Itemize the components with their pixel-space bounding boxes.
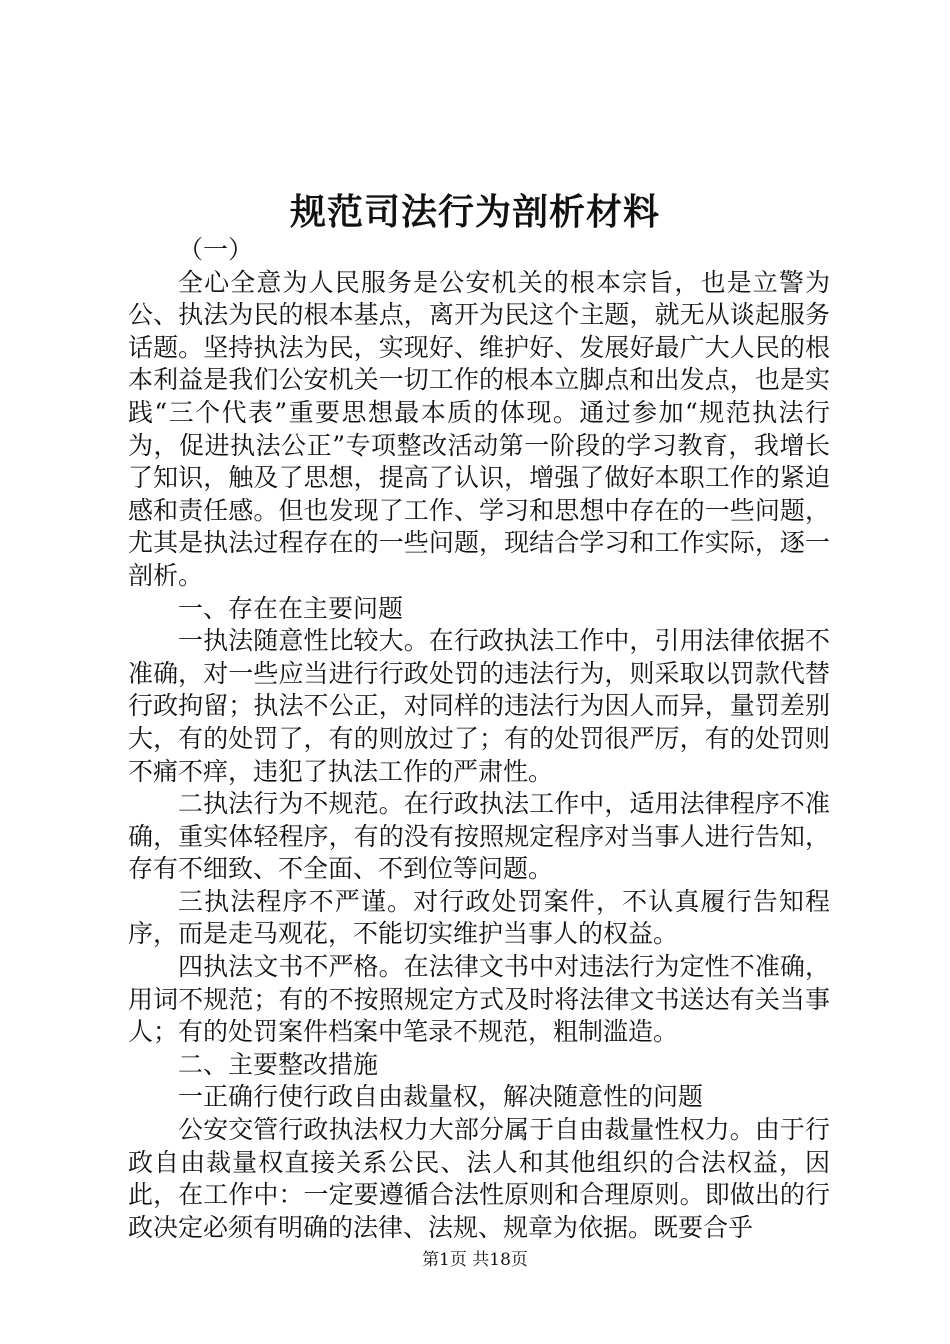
paragraph: 全心全意为人民服务是公安机关的根本宗旨，也是立警为公、执法为民的根本基点，离开为民这个主题，就无从谈起服务话题。坚持执法为民，实现好、维护好、发展好最广大人民的根本利益是我们公安机关一切工作的根本立脚点和出发点，也是实践“三个代表”重要思想最本质的体现。通过参加“规范执法行为，促进执法公正”专项整改活动第一阶段的学习教育，我增长了知识，触及了思想，提高了认识，增强了做好本职工作的紧迫感和责任感。但也发现了工作、学习和思想中存在的一些问题，尤其是执法过程存在的一些问题，现结合学习和工作实际，逐一剖析。 (128, 267, 830, 590)
section-heading: 二、主要整改措施 (178, 1049, 379, 1079)
subsection-heading: 一正确行使行政自由裁量权，解决随意性的问题 (178, 1082, 704, 1112)
page-footer: 第1页 共18页 (422, 1250, 528, 1270)
paragraph: 一执法随意性比较大。在行政执法工作中，引用法律依据不准确，对一些应当进行行政处罚的违法行为，则采取以罚款代替行政拘留；执法不公正，对同样的违法行为因人而异，量罚差别大，有的处罚了，有的则放过了；有的处罚很严厉，有的处罚则不痛不痒，违犯了执法工作的严肃性。 (128, 626, 830, 786)
section-heading: 一、存在在主要问题 (178, 593, 404, 623)
document-body (128, 234, 830, 1244)
paragraph: 二执法行为不规范。在行政执法工作中，适用法律程序不准确，重实体轻程序，有的没有按照规定程序对当事人进行告知，存有不细致、不全面、不到位等问题。 (128, 789, 830, 884)
paragraph: 四执法文书不严格。在法律文书中对违法行为定性不准确，用词不规范；有的不按照规定方式及时将法律文书送达有关当事人；有的处罚案件档案中笔录不规范，粗制滥造。 (128, 952, 830, 1047)
document-title: 规范司法行为剖析材料 (289, 191, 660, 233)
paragraph: （一） (178, 235, 254, 264)
paragraph: 公安交管行政执法权力大部分属于自由裁量性权力。由于行政自由裁量权直接关系公民、法人和其他组织的合法权益，因此，在工作中：一定要遵循合法性原则和合理原则。即做出的行政决定必须有明确的法律、法规、规章为依据。既要合乎 (128, 1115, 830, 1242)
paragraph: 三执法程序不严谨。对行政处罚案件，不认真履行告知程序，而是走马观花，不能切实维护当事人的权益。 (128, 886, 830, 949)
